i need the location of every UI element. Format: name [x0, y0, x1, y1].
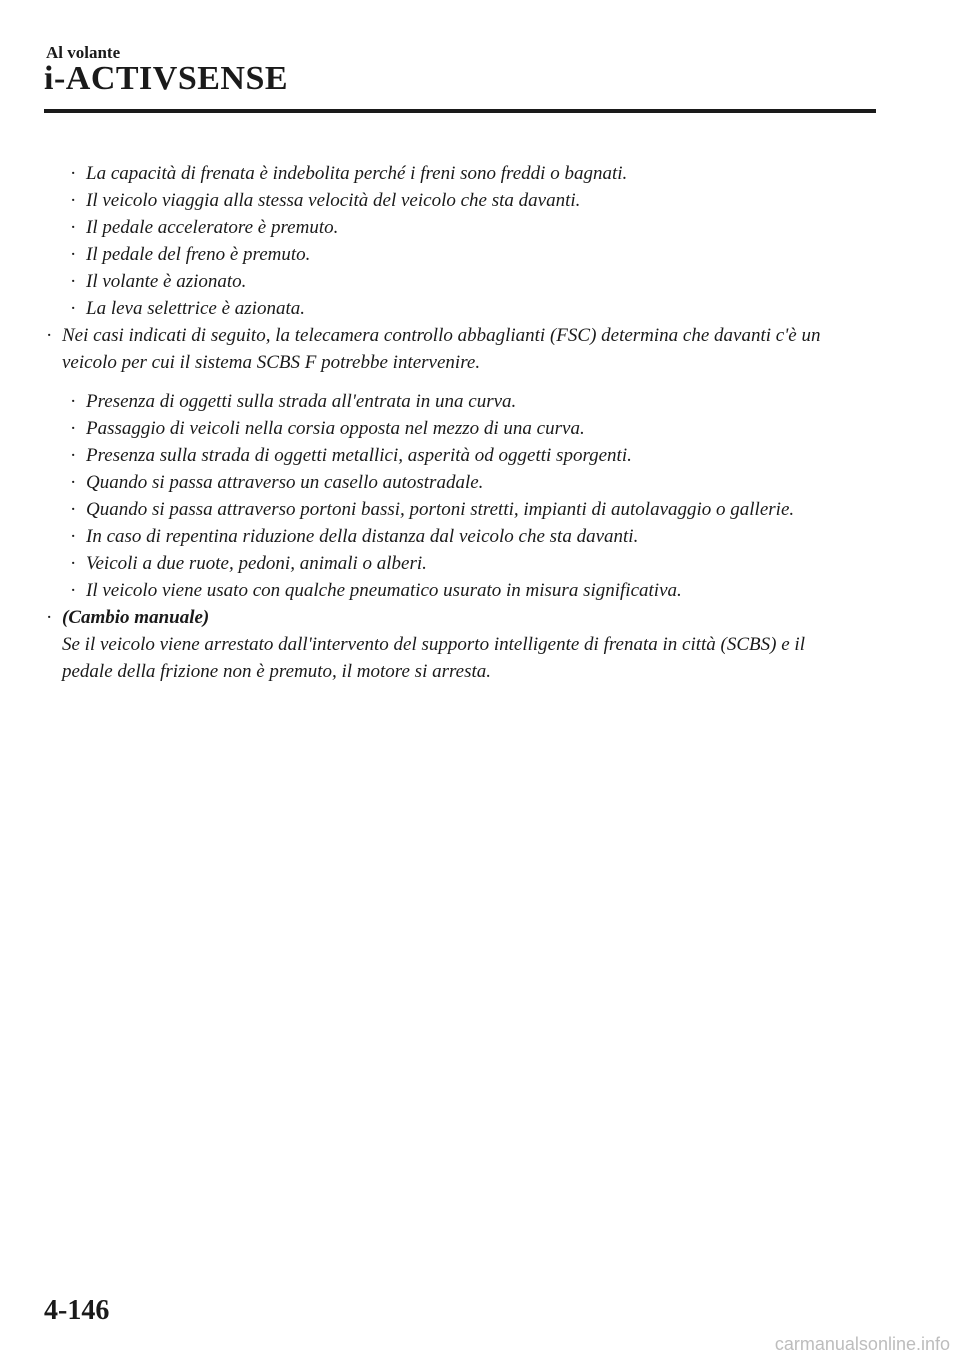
list-item: · Presenza sulla strada di oggetti metallici, asperità od oggetti sporgenti.	[70, 442, 856, 469]
bullet-icon: ·	[70, 190, 77, 211]
list-item: · Il veicolo viaggia alla stessa velocità del veicolo che sta davanti.	[70, 187, 856, 214]
list-item: · Il volante è azionato.	[70, 268, 856, 295]
bullet-icon: ·	[70, 499, 77, 520]
bullet-icon: ·	[70, 553, 77, 574]
list-item: · Il pedale acceleratore è premuto.	[70, 214, 856, 241]
bullet-icon: ·	[46, 607, 53, 628]
bullet-icon: ·	[70, 418, 77, 439]
list-item: · Il veicolo viene usato con qualche pneumatico usurato in misura significativa.	[70, 577, 856, 604]
watermark: carmanualsonline.info	[774, 1334, 950, 1354]
bullet-icon: ·	[46, 325, 53, 346]
bullet-icon: ·	[70, 271, 77, 292]
list-item: · In caso di repentina riduzione della distanza dal veicolo che sta davanti.	[70, 523, 856, 550]
bullet-icon: ·	[70, 472, 77, 493]
bullet-icon: ·	[70, 391, 77, 412]
bullet-icon: ·	[70, 163, 77, 184]
bullet-icon: ·	[70, 217, 77, 238]
list-item: · La capacità di frenata è indebolita perché i freni sono freddi o bagnati.	[70, 160, 856, 187]
page-title: i-ACTIVSENSE	[44, 60, 289, 97]
list-item: · Il pedale del freno è premuto.	[70, 241, 856, 268]
title-rule	[44, 109, 876, 113]
bullet-icon: ·	[70, 244, 77, 265]
bullet-icon: ·	[70, 580, 77, 601]
bullet-icon: ·	[70, 526, 77, 547]
note-heading: (Cambio manuale)	[62, 607, 210, 628]
section-label: Al volante	[46, 43, 121, 62]
page-content	[46, 160, 856, 685]
list-item: · Passaggio di veicoli nella corsia opposta nel mezzo di una curva.	[70, 415, 856, 442]
bullet-icon: ·	[70, 445, 77, 466]
manual-transmission-note	[46, 604, 856, 685]
page-number: 4-146	[44, 1295, 110, 1326]
list-item: · Presenza di oggetti sulla strada all'entrata in una curva.	[70, 388, 856, 415]
bullet-icon: ·	[70, 298, 77, 319]
list-item: · La leva selettrice è azionata.	[70, 295, 856, 322]
list-item: · Veicoli a due ruote, pedoni, animali o alberi.	[70, 550, 856, 577]
list-item: · Quando si passa attraverso un casello autostradale.	[70, 469, 856, 496]
note-text: Se il veicolo viene arrestato dall'intervento del supporto intelligente di frenata in città (SCBS) e il pedale della frizione non è premuto, il motore si arresta.	[62, 634, 805, 682]
list-item: · Quando si passa attraverso portoni bassi, portoni stretti, impianti di autolavaggio o gallerie.	[70, 496, 856, 523]
fsc-paragraph: · Nei casi indicati di seguito, la telecamera controllo abbaglianti (FSC) determina che davanti c'è un veicolo per cui il sistema SCBS F potrebbe intervenire.	[46, 322, 856, 376]
